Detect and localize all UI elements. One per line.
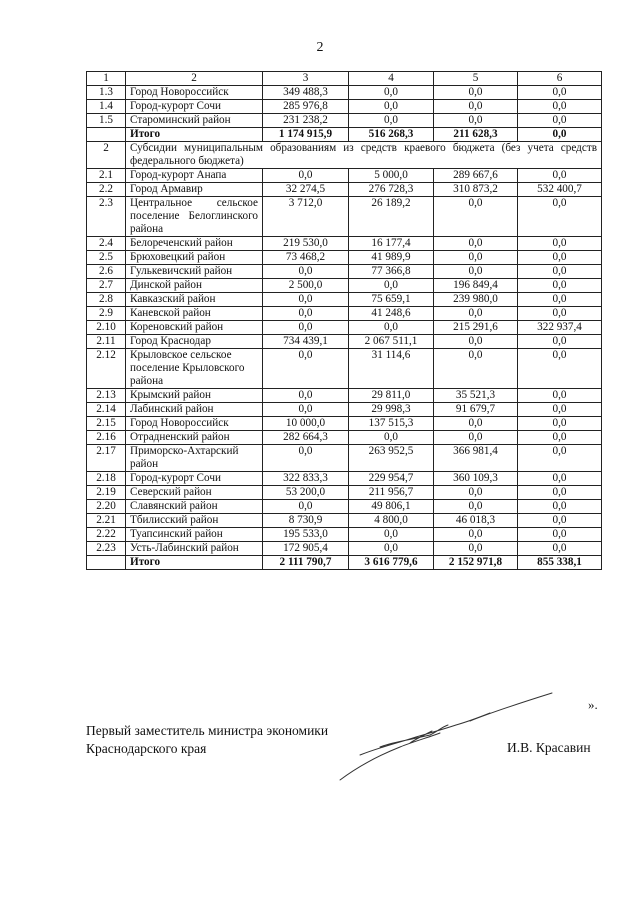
value-cell-col5: 0,0 <box>434 237 518 251</box>
table-row <box>87 265 602 279</box>
value-cell-col5: 211 628,3 <box>434 128 518 142</box>
value-cell-col4: 26 189,2 <box>349 197 434 237</box>
row-number-cell: 2.13 <box>87 389 126 403</box>
table-row <box>87 197 602 237</box>
row-number-cell: 2.6 <box>87 265 126 279</box>
municipality-name-cell: Центральное сельское поселение Белоглинского района <box>126 197 263 237</box>
value-cell-col6: 0,0 <box>518 114 602 128</box>
row-number-cell: 2.7 <box>87 279 126 293</box>
value-cell-col4: 29 811,0 <box>349 389 434 403</box>
value-cell-col4: 0,0 <box>349 528 434 542</box>
value-cell-col6: 855 338,1 <box>518 556 602 570</box>
row-number-cell: 2.23 <box>87 542 126 556</box>
value-cell-col4: 16 177,4 <box>349 237 434 251</box>
table-row <box>87 472 602 486</box>
value-cell-col3: 282 664,3 <box>263 431 349 445</box>
value-cell-col3: 10 000,0 <box>263 417 349 431</box>
value-cell-col5: 0,0 <box>434 265 518 279</box>
value-cell-col4: 0,0 <box>349 431 434 445</box>
value-cell-col6: 0,0 <box>518 542 602 556</box>
value-cell-col4: 31 114,6 <box>349 349 434 389</box>
municipality-name-cell: Город-курорт Сочи <box>126 100 263 114</box>
value-cell-col6: 0,0 <box>518 293 602 307</box>
municipality-name-cell: Отрадненский район <box>126 431 263 445</box>
table-row <box>87 128 602 142</box>
value-cell-col6: 0,0 <box>518 100 602 114</box>
row-number-cell: 2.2 <box>87 183 126 197</box>
value-cell-col3: 0,0 <box>263 403 349 417</box>
municipality-name-cell: Тбилисский район <box>126 514 263 528</box>
value-cell-col6: 0,0 <box>518 500 602 514</box>
municipality-name-cell: Кореновский район <box>126 321 263 335</box>
value-cell-col4: 0,0 <box>349 86 434 100</box>
table-row <box>87 307 602 321</box>
value-cell-col4: 137 515,3 <box>349 417 434 431</box>
value-cell-col5: 91 679,7 <box>434 403 518 417</box>
row-number-cell: 2.21 <box>87 514 126 528</box>
value-cell-col5: 196 849,4 <box>434 279 518 293</box>
table-row <box>87 431 602 445</box>
table-row <box>87 556 602 570</box>
value-cell-col5: 0,0 <box>434 114 518 128</box>
value-cell-col6: 0,0 <box>518 431 602 445</box>
value-cell-col5: 0,0 <box>434 500 518 514</box>
row-number-cell: 2.22 <box>87 528 126 542</box>
value-cell-col4: 29 998,3 <box>349 403 434 417</box>
value-cell-col5: 366 981,4 <box>434 445 518 472</box>
municipality-name-cell: Приморско-Ахтарский район <box>126 445 263 472</box>
table-row <box>87 486 602 500</box>
value-cell-col5: 0,0 <box>434 100 518 114</box>
value-cell-col6: 0,0 <box>518 265 602 279</box>
value-cell-col3: 2 111 790,7 <box>263 556 349 570</box>
table-row <box>87 321 602 335</box>
subsidy-table <box>86 71 602 570</box>
value-cell-col6: 0,0 <box>518 472 602 486</box>
value-cell-col5: 46 018,3 <box>434 514 518 528</box>
municipality-name-cell: Кавказский район <box>126 293 263 307</box>
value-cell-col6: 0,0 <box>518 445 602 472</box>
header-cell: 5 <box>434 72 518 86</box>
value-cell-col6: 0,0 <box>518 86 602 100</box>
value-cell-col5: 360 109,3 <box>434 472 518 486</box>
value-cell-col3: 0,0 <box>263 445 349 472</box>
municipality-name-cell: Лабинский район <box>126 403 263 417</box>
row-number-cell: 2.11 <box>87 335 126 349</box>
value-cell-col3: 0,0 <box>263 500 349 514</box>
municipality-name-cell: Крыловское сельское поселение Крыловского района <box>126 349 263 389</box>
municipality-name-cell: Гулькевичский район <box>126 265 263 279</box>
table-row <box>87 293 602 307</box>
table-row <box>87 100 602 114</box>
row-number-cell: 1.5 <box>87 114 126 128</box>
table-row <box>87 389 602 403</box>
value-cell-col3: 2 500,0 <box>263 279 349 293</box>
value-cell-col3: 1 174 915,9 <box>263 128 349 142</box>
value-cell-col3: 219 530,0 <box>263 237 349 251</box>
value-cell-col5: 0,0 <box>434 431 518 445</box>
municipality-name-cell: Северский район <box>126 486 263 500</box>
value-cell-col6: 0,0 <box>518 307 602 321</box>
row-number-cell: 2.10 <box>87 321 126 335</box>
value-cell-col4: 0,0 <box>349 114 434 128</box>
value-cell-col4: 263 952,5 <box>349 445 434 472</box>
value-cell-col4: 2 067 511,1 <box>349 335 434 349</box>
municipality-name-cell: Город Новороссийск <box>126 417 263 431</box>
municipality-name-cell: Староминский район <box>126 114 263 128</box>
table-row <box>87 251 602 265</box>
header-cell: 2 <box>126 72 263 86</box>
value-cell-col5: 310 873,2 <box>434 183 518 197</box>
municipality-name-cell: Город Армавир <box>126 183 263 197</box>
value-cell-col6: 0,0 <box>518 528 602 542</box>
row-number-cell: 2.4 <box>87 237 126 251</box>
value-cell-col5: 0,0 <box>434 197 518 237</box>
section-title-cell: Субсидии муниципальным образованиям из средств краевого бюджета (без учета средств федерального бюджета) <box>126 142 602 169</box>
value-cell-col4: 276 728,3 <box>349 183 434 197</box>
value-cell-col5: 289 667,6 <box>434 169 518 183</box>
value-cell-col5: 239 980,0 <box>434 293 518 307</box>
row-number-cell: 2.18 <box>87 472 126 486</box>
row-number-cell <box>87 128 126 142</box>
row-number-cell: 2.16 <box>87 431 126 445</box>
value-cell-col3: 0,0 <box>263 389 349 403</box>
value-cell-col6: 322 937,4 <box>518 321 602 335</box>
row-number-cell: 2.20 <box>87 500 126 514</box>
table-row <box>87 500 602 514</box>
value-cell-col4: 5 000,0 <box>349 169 434 183</box>
row-number-cell <box>87 556 126 570</box>
table-row <box>87 335 602 349</box>
value-cell-col5: 0,0 <box>434 528 518 542</box>
row-number-cell: 2.8 <box>87 293 126 307</box>
municipality-name-cell: Динской район <box>126 279 263 293</box>
value-cell-col4: 41 989,9 <box>349 251 434 265</box>
value-cell-col5: 215 291,6 <box>434 321 518 335</box>
value-cell-col5: 0,0 <box>434 307 518 321</box>
value-cell-col5: 0,0 <box>434 251 518 265</box>
row-number-cell: 2 <box>87 142 126 169</box>
table-body <box>87 72 602 570</box>
page-number: 2 <box>316 40 324 55</box>
header-cell: 1 <box>87 72 126 86</box>
municipality-name-cell: Туапсинский район <box>126 528 263 542</box>
table-row <box>87 417 602 431</box>
municipality-name-cell: Усть-Лабинский район <box>126 542 263 556</box>
row-number-cell: 2.19 <box>87 486 126 500</box>
value-cell-col5: 0,0 <box>434 417 518 431</box>
value-cell-col4: 0,0 <box>349 100 434 114</box>
table-row <box>87 86 602 100</box>
municipality-name-cell: Город Новороссийск <box>126 86 263 100</box>
row-number-cell: 2.9 <box>87 307 126 321</box>
value-cell-col6: 0,0 <box>518 417 602 431</box>
value-cell-col6: 0,0 <box>518 279 602 293</box>
value-cell-col4: 0,0 <box>349 542 434 556</box>
table-row <box>87 169 602 183</box>
value-cell-col5: 0,0 <box>434 542 518 556</box>
value-cell-col6: 532 400,7 <box>518 183 602 197</box>
value-cell-col4: 516 268,3 <box>349 128 434 142</box>
value-cell-col6: 0,0 <box>518 237 602 251</box>
municipality-name-cell: Итого <box>126 556 263 570</box>
value-cell-col4: 41 248,6 <box>349 307 434 321</box>
value-cell-col3: 3 712,0 <box>263 197 349 237</box>
handwritten-signature <box>320 685 560 795</box>
value-cell-col5: 0,0 <box>434 335 518 349</box>
value-cell-col3: 285 976,8 <box>263 100 349 114</box>
table-row <box>87 183 602 197</box>
value-cell-col5: 0,0 <box>434 86 518 100</box>
value-cell-col5: 35 521,3 <box>434 389 518 403</box>
value-cell-col6: 0,0 <box>518 403 602 417</box>
signatory-title-line2: Краснодарского края <box>86 741 207 756</box>
value-cell-col3: 172 905,4 <box>263 542 349 556</box>
value-cell-col3: 195 533,0 <box>263 528 349 542</box>
value-cell-col3: 53 200,0 <box>263 486 349 500</box>
table-row <box>87 542 602 556</box>
value-cell-col3: 32 274,5 <box>263 183 349 197</box>
value-cell-col3: 0,0 <box>263 349 349 389</box>
value-cell-col3: 0,0 <box>263 265 349 279</box>
header-cell: 3 <box>263 72 349 86</box>
value-cell-col4: 4 800,0 <box>349 514 434 528</box>
value-cell-col6: 0,0 <box>518 251 602 265</box>
value-cell-col4: 77 366,8 <box>349 265 434 279</box>
value-cell-col5: 0,0 <box>434 349 518 389</box>
value-cell-col4: 0,0 <box>349 279 434 293</box>
header-cell: 6 <box>518 72 602 86</box>
value-cell-col5: 2 152 971,8 <box>434 556 518 570</box>
municipality-name-cell: Город-курорт Сочи <box>126 472 263 486</box>
signatory-name: И.В. Красавин <box>507 740 591 755</box>
value-cell-col4: 49 806,1 <box>349 500 434 514</box>
value-cell-col3: 231 238,2 <box>263 114 349 128</box>
municipality-name-cell: Брюховецкий район <box>126 251 263 265</box>
value-cell-col6: 0,0 <box>518 349 602 389</box>
row-number-cell: 2.1 <box>87 169 126 183</box>
value-cell-col6: 0,0 <box>518 169 602 183</box>
municipality-name-cell: Каневской район <box>126 307 263 321</box>
table-row <box>87 514 602 528</box>
row-number-cell: 1.3 <box>87 86 126 100</box>
municipality-name-cell: Город-курорт Анапа <box>126 169 263 183</box>
value-cell-col6: 0,0 <box>518 514 602 528</box>
row-number-cell: 2.12 <box>87 349 126 389</box>
value-cell-col6: 0,0 <box>518 335 602 349</box>
value-cell-col4: 229 954,7 <box>349 472 434 486</box>
value-cell-col3: 734 439,1 <box>263 335 349 349</box>
table-row <box>87 142 602 169</box>
row-number-cell: 2.3 <box>87 197 126 237</box>
table-row <box>87 403 602 417</box>
value-cell-col3: 0,0 <box>263 307 349 321</box>
municipality-name-cell: Крымский район <box>126 389 263 403</box>
row-number-cell: 2.5 <box>87 251 126 265</box>
value-cell-col4: 0,0 <box>349 321 434 335</box>
header-cell: 4 <box>349 72 434 86</box>
row-number-cell: 2.15 <box>87 417 126 431</box>
value-cell-col3: 73 468,2 <box>263 251 349 265</box>
municipality-name-cell: Славянский район <box>126 500 263 514</box>
row-number-cell: 1.4 <box>87 100 126 114</box>
signatory-title-line1: Первый заместитель министра экономики <box>86 723 329 738</box>
signatory-title <box>86 722 328 758</box>
closing-quote: ». <box>588 697 598 712</box>
value-cell-col4: 3 616 779,6 <box>349 556 434 570</box>
value-cell-col6: 0,0 <box>518 389 602 403</box>
table-row <box>87 445 602 472</box>
row-number-cell: 2.14 <box>87 403 126 417</box>
value-cell-col3: 8 730,9 <box>263 514 349 528</box>
value-cell-col3: 349 488,3 <box>263 86 349 100</box>
table-row <box>87 237 602 251</box>
value-cell-col4: 75 659,1 <box>349 293 434 307</box>
municipality-name-cell: Белореченский район <box>126 237 263 251</box>
value-cell-col3: 322 833,3 <box>263 472 349 486</box>
table-row <box>87 279 602 293</box>
value-cell-col3: 0,0 <box>263 293 349 307</box>
value-cell-col4: 211 956,7 <box>349 486 434 500</box>
municipality-name-cell: Город Краснодар <box>126 335 263 349</box>
value-cell-col3: 0,0 <box>263 169 349 183</box>
row-number-cell: 2.17 <box>87 445 126 472</box>
header-row <box>87 72 602 86</box>
value-cell-col6: 0,0 <box>518 128 602 142</box>
value-cell-col5: 0,0 <box>434 486 518 500</box>
table-row <box>87 349 602 389</box>
value-cell-col6: 0,0 <box>518 486 602 500</box>
municipality-name-cell: Итого <box>126 128 263 142</box>
table-row <box>87 528 602 542</box>
table-row <box>87 114 602 128</box>
value-cell-col3: 0,0 <box>263 321 349 335</box>
value-cell-col6: 0,0 <box>518 197 602 237</box>
